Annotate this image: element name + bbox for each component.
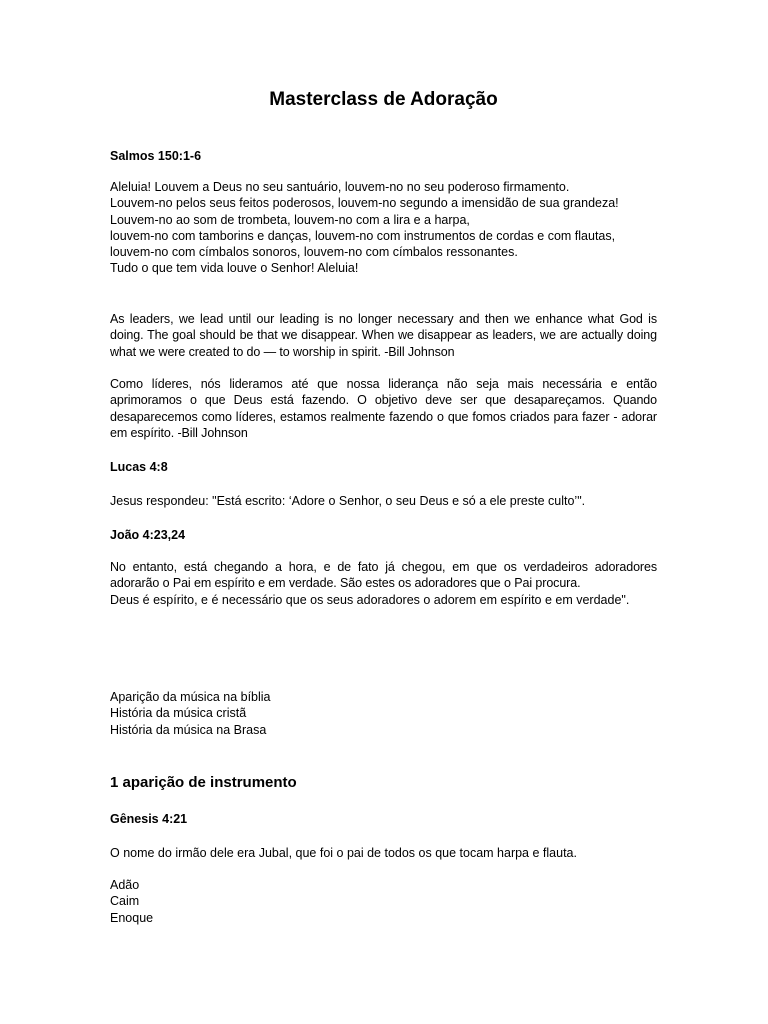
list-item: Caim [110, 894, 140, 909]
joao-heading: João 4:23,24 [110, 528, 186, 542]
joao-verse-continued [110, 592, 657, 608]
verse-line: O nome do irmão dele era Jubal, que foi o pai de todos os que tocam harpa e flauta. [110, 846, 577, 860]
verse-line: Deus é espírito, e é necessário que os seus adoradores o adorem em espírito e em verdade". [110, 593, 630, 607]
verse-line: Aleluia! Louvem a Deus no seu santuário, louvem-no no seu poderoso firmamento. [110, 180, 570, 194]
joao-verse: No entanto, está chegando a hora, e de fato já chegou, em que os verdadeiros adoradores adorarão o Pai em espírito e em verdade. São estes os adoradores que o Pai procura. [110, 560, 657, 591]
list-item: Aparição da música na bíblia [110, 690, 271, 704]
salmos-heading: Salmos 150:1-6 [110, 149, 202, 163]
list-item: História da música cristã [110, 706, 247, 721]
names-list [110, 877, 657, 926]
list-item: Enoque [110, 910, 154, 925]
verse-line: Louvem-no pelos seus feitos poderosos, louvem-no segundo a imensidão de sua grandeza! [110, 196, 619, 211]
verse-line: Louvem-no ao som de trombeta, louvem-no com a lira e a harpa, [110, 212, 470, 227]
verse-line: Tudo o que tem vida louve o Senhor! Aleluia! [110, 261, 359, 276]
genesis-heading: Gênesis 4:21 [110, 812, 188, 826]
verse-line: louvem-no com tamborins e danças, louvem-no com instrumentos de cordas e com flautas, [110, 228, 616, 243]
verse-line: Jesus respondeu: "Está escrito: ‘Adore o Senhor, o seu Deus e só a ele preste culto’". [110, 494, 586, 508]
quote-english: As leaders, we lead until our leading is no longer necessary and then we enhance what God is doing. The goal should be that we disappear. When we disappear as leaders, we are actually doing what we were created to do — to worship in spirit. -Bill Johnson [110, 312, 657, 359]
verse-line: louvem-no com címbalos sonoros, louvem-no com címbalos ressonantes. [110, 245, 518, 260]
list-item: Adão [110, 878, 140, 892]
lucas-heading: Lucas 4:8 [110, 460, 168, 474]
section-heading: 1 aparição de instrumento [110, 774, 297, 791]
lucas-verse [110, 493, 657, 509]
document-title: Masterclass de Adoração [269, 89, 498, 110]
quote-portuguese: Como líderes, nós lideramos até que nossa liderança não seja mais necessária e então aprimoramos o que Deus está fazendo. O objetivo deve ser que desapareçamos. Quando desaparecemos como líderes, estamos realmente fazendo o que fomos criados para fazer - adorar em espírito. -Bill Johnson [110, 377, 657, 440]
list-item: História da música na Brasa [110, 722, 267, 737]
document-page [110, 0, 657, 1024]
topics-list [110, 689, 657, 738]
genesis-verse [110, 845, 657, 861]
salmos-verses [110, 179, 657, 277]
